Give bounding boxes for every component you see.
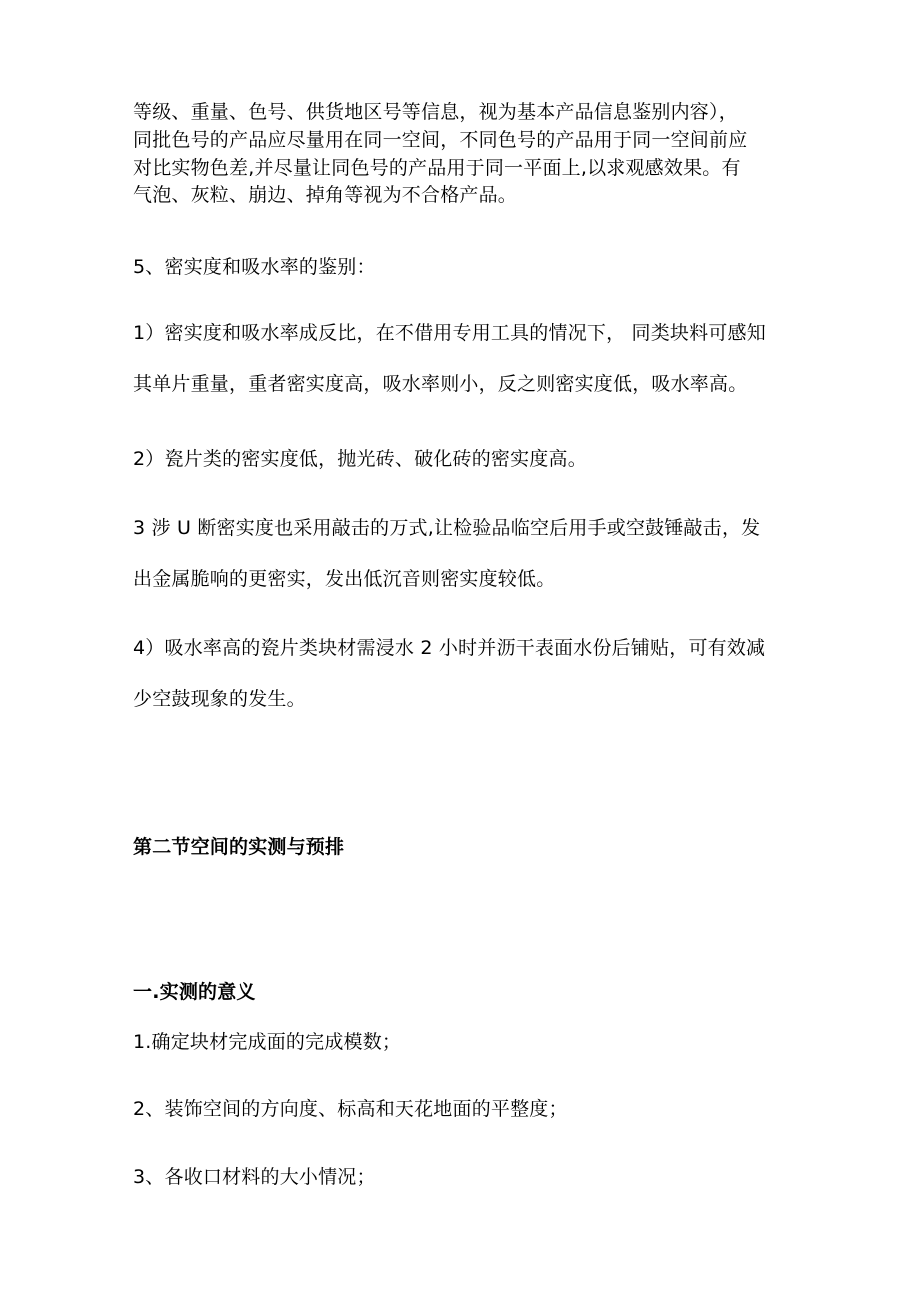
section5-item2: 2）瓷片类的密实度低，抛光砖、破化砖的密实度高。: [133, 448, 587, 470]
subsection-item-1: 1.确定块材完成面的完成模数；: [133, 1031, 402, 1053]
intro-line-1: 等级、重量、色号、供货地区号等信息，视为基本产品信息鉴别内容），: [133, 101, 738, 123]
section5-item4-line2: 少空鼓现象的发生。: [133, 688, 306, 710]
intro-line-2: 同批色号的产品应尽量用在同一空间，不同色号的产品用于同一空间前应: [133, 129, 748, 151]
section5-heading: 5、密实度和吸水率的鉴别：: [133, 256, 376, 278]
intro-line-4: 气泡、灰粒、崩边、掉角等视为不合格产品。: [133, 184, 518, 206]
subsection-heading: 一.实测的意义: [133, 981, 256, 1003]
section5-item1-line2: 其单片重量，重者密实度高，吸水率则小，反之则密实度低，吸水率高。: [133, 373, 748, 395]
section5-item3-line1: 3 涉 U 断密实度也采用敲击的万式,让检验品临空后用手或空鼓锤敲击，发: [133, 517, 761, 539]
section5-item4-line1: 4）吸水率高的瓷片类块材需浸水 2 小时并沥干表面水份后铺贴，可有效减: [133, 637, 766, 659]
intro-line-3: 对比实物色差,并尽量让同色号的产品用于同一平面上,以求观感效果。有: [133, 157, 741, 179]
section5-item3-line2: 出金属脆响的更密实，发出低沉音则密实度较低。: [133, 568, 556, 590]
subsection-item-2: 2、装饰空间的方向度、标高和天花地面的平整度；: [133, 1098, 568, 1120]
section-title: 第二节空间的实测与预排: [133, 836, 345, 858]
subsection-item-3: 3、各收口材料的大小情况；: [133, 1166, 376, 1188]
section5-item1-line1: 1）密实度和吸水率成反比，在不借用专用工具的情况下， 同类块料可感知: [133, 322, 766, 344]
